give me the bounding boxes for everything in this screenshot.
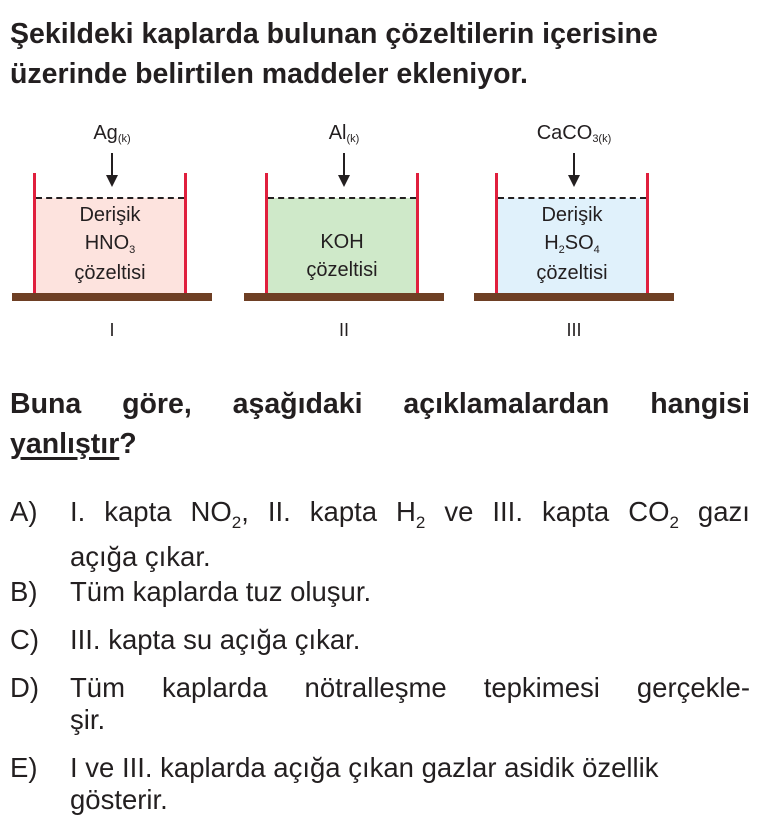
option-line-2: açığa çıkar.	[70, 541, 211, 572]
solution-formula-hno3: $HNO_3$	[84, 232, 136, 256]
beaker-base	[474, 293, 674, 301]
beaker-3	[474, 115, 674, 345]
option-text: III. kapta su açığa çıkar.	[70, 624, 361, 655]
reagent-aluminium: $Al_{(k)}$	[328, 122, 360, 145]
question-line-1: Şekildeki kaplarda bulunan çözeltilerin içerisine	[10, 18, 658, 50]
solution-label-line-1: KOH	[320, 231, 364, 253]
solution-label-line-3: çözeltisi	[74, 262, 146, 284]
option-text	[70, 752, 750, 816]
option-letter: D)	[10, 672, 40, 703]
beaker-wall-right	[184, 173, 187, 301]
option-letter: E)	[10, 752, 38, 783]
option-letter: A)	[10, 496, 38, 527]
prompt-word: hangisi	[650, 388, 750, 420]
option-line-1: Tüm kaplarda nötralleşme tepkimesi gerçekle-	[70, 672, 750, 703]
reagent-calcium-carbonate: CaCO$_{3(k)}$	[536, 122, 612, 145]
prompt-line-2	[10, 424, 750, 464]
option-line-2: şir.	[70, 704, 106, 735]
beaker-2	[244, 115, 444, 345]
solution-label-line-1: Derişik	[79, 204, 141, 226]
beaker-number: II	[338, 320, 349, 340]
beaker-base	[12, 293, 212, 301]
beaker-wall-right	[646, 173, 649, 301]
liquid-level-line	[498, 197, 646, 199]
liquid-level-line	[36, 197, 184, 199]
down-arrow-icon	[106, 153, 118, 187]
question-line-2: üzerinde belirtilen maddeler ekleniyor.	[10, 58, 528, 90]
beaker-number: III	[566, 320, 582, 340]
beaker-wall-right	[416, 173, 419, 301]
liquid-level-line	[268, 197, 416, 199]
prompt-word: açıklamalardan	[403, 388, 610, 420]
solution-label-line-3: çözeltisi	[536, 262, 608, 284]
prompt-line-1	[10, 384, 750, 424]
beaker-base	[244, 293, 444, 301]
emphasis-underlined: yanlıştır	[10, 428, 120, 460]
option-text	[70, 672, 750, 736]
solution-label-line-2: çözeltisi	[306, 259, 378, 281]
option-text: Tüm kaplarda tuz oluşur.	[70, 576, 372, 607]
question-mark: ?	[119, 428, 137, 460]
option-letter: B)	[10, 576, 38, 607]
question-stem	[10, 14, 750, 94]
prompt-word: Buna	[10, 388, 82, 420]
option-text	[70, 496, 750, 573]
beaker-number: I	[109, 320, 115, 340]
prompt-word: göre,	[122, 388, 192, 420]
option-line-1: I ve III. kaplarda açığa çıkan gazlar asidik özellik	[70, 752, 659, 783]
option-line-1: I. kapta $NO_2$, II. kapta $H_2$ ve III. kapta $CO_2$ gazı	[70, 496, 750, 532]
prompt-word: aşağıdaki	[232, 388, 363, 420]
solution-label-line-1: Derişik	[541, 204, 603, 226]
reagent-silver: $Ag_{(k)}$	[93, 122, 131, 145]
question-prompt	[10, 384, 750, 464]
down-arrow-icon	[568, 153, 580, 187]
option-letter: C)	[10, 624, 40, 655]
solution-formula-h2so4: $H_2SO_4$	[544, 232, 600, 256]
beaker-1	[12, 115, 212, 345]
option-line-2: gösterir.	[70, 784, 168, 815]
down-arrow-icon	[338, 153, 350, 187]
